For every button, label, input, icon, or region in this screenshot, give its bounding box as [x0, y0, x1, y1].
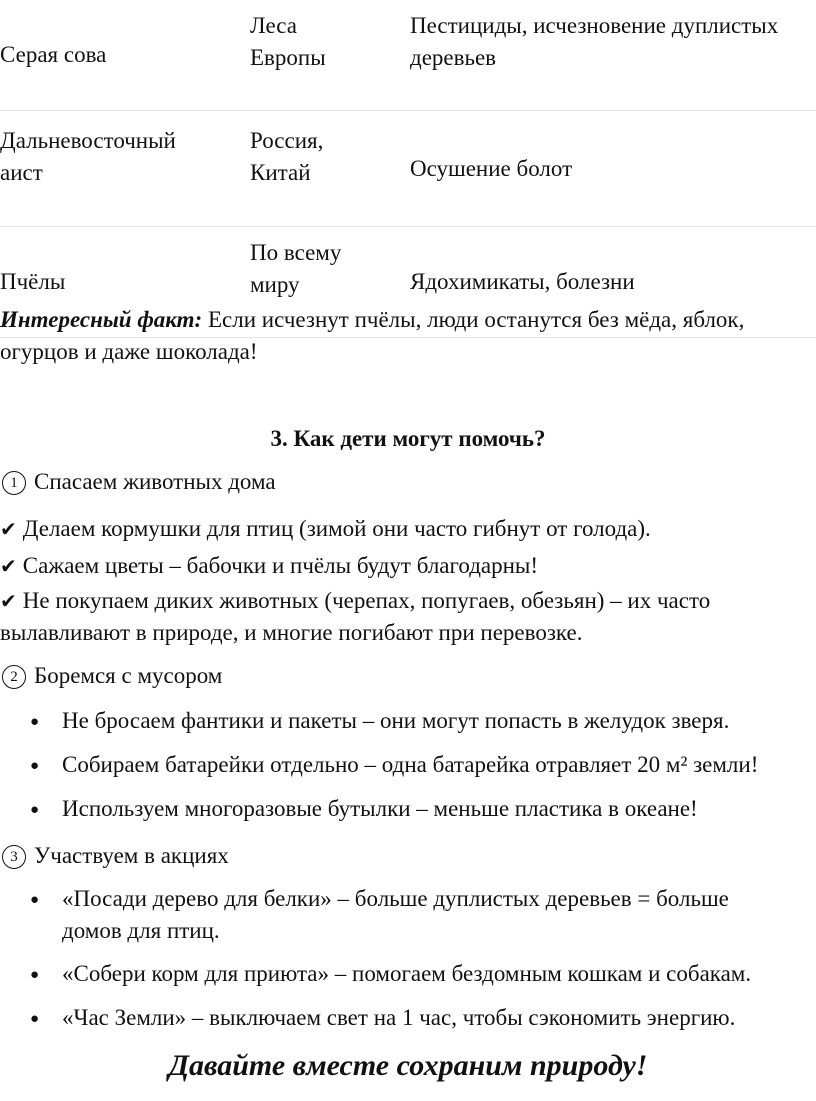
table-row	[0, 111, 816, 227]
region-line: Россия,	[250, 128, 324, 153]
fact-text: Если исчезнут пчёлы, люди останутся без мёда, яблок,	[202, 307, 745, 332]
list-item-text: «Посади дерево для белки» – больше дуплистых деревьев = больше	[62, 886, 729, 911]
bullet-dot-icon: ●	[30, 967, 40, 983]
check-item-text: Не покупаем диких животных (черепах, попугаев, обезьян) – их часто	[22, 588, 711, 613]
name-line: Дальневосточный	[0, 128, 176, 153]
check-item	[0, 585, 710, 617]
list-item-text: «Час Земли» – выключаем свет на 1 час, чтобы сэкономить энергию.	[62, 1005, 736, 1030]
circled-number-icon: 1	[2, 471, 26, 495]
region-line: Леса	[250, 13, 297, 38]
species-table	[0, 0, 816, 338]
species-threat: Осушение болот	[410, 155, 573, 181]
check-item	[0, 513, 651, 545]
bullet-dot-icon: ●	[30, 1011, 40, 1027]
species-threat: Ядохимикаты, болезни	[410, 269, 635, 294]
check-item-text: Сажаем цветы – бабочки и пчёлы будут благодарны!	[22, 553, 539, 578]
check-item	[0, 550, 538, 582]
subsection-title-text: Спасаем животных дома	[34, 469, 276, 494]
name-line: аист	[0, 160, 43, 185]
circled-number-icon: 2	[2, 665, 26, 689]
region-line: По всему	[250, 240, 342, 265]
bullet-dot-icon: ●	[30, 714, 40, 730]
list-item-text: Не бросаем фантики и пакеты – они могут попасть в желудок зверя.	[62, 708, 730, 733]
region-line: Европы	[250, 45, 326, 70]
circled-number-icon: 3	[2, 845, 26, 869]
bullet-dot-icon: ●	[30, 802, 40, 818]
section-heading: 3. Как дети могут помочь?	[270, 426, 546, 451]
bullet-dot-icon: ●	[30, 758, 40, 774]
species-name: Серая сова	[0, 42, 107, 67]
check-mark-icon: ✔	[0, 589, 17, 613]
closing-slogan: Давайте вместе сохраним природу!	[168, 1049, 648, 1082]
species-name: Пчёлы	[0, 269, 66, 294]
region-line: Китай	[250, 160, 311, 185]
check-item-continuation: вылавливают в природе, и многие погибают при перевозке.	[0, 620, 583, 645]
subsection-title	[0, 466, 276, 498]
subsection-title-text: Участвуем в акциях	[34, 843, 229, 868]
species-name	[0, 111, 250, 227]
check-item-text: Делаем кормушки для птиц (зимой они часто гибнут от голода).	[22, 516, 651, 541]
list-item-text: «Собери корм для приюта» – помогаем бездомным кошкам и собакам.	[62, 961, 752, 986]
interesting-fact	[0, 304, 816, 368]
species-threat	[410, 0, 816, 111]
species-region	[250, 0, 410, 111]
fact-text: огурцов и даже шоколада!	[0, 339, 258, 364]
threat-line: деревьев	[410, 45, 497, 70]
subsection-title	[0, 840, 229, 872]
subsection-title-text: Боремся с мусором	[34, 663, 223, 688]
list-item-text: Используем многоразовые бутылки – меньше пластика в океане!	[62, 796, 698, 821]
list-item-text: Собираем батарейки отдельно – одна батарейка отравляет 20 м² земли!	[62, 752, 759, 777]
check-mark-icon: ✔	[0, 554, 17, 578]
list-item-text: домов для птиц.	[62, 918, 220, 943]
check-mark-icon: ✔	[0, 517, 17, 541]
table-row	[0, 0, 816, 111]
subsection-title	[0, 660, 222, 692]
fact-label: Интересный факт:	[0, 307, 203, 332]
threat-line: Пестициды, исчезновение дуплистых	[410, 13, 779, 38]
bullet-dot-icon: ●	[30, 892, 40, 908]
species-region	[250, 111, 410, 227]
region-line: миру	[250, 272, 300, 297]
